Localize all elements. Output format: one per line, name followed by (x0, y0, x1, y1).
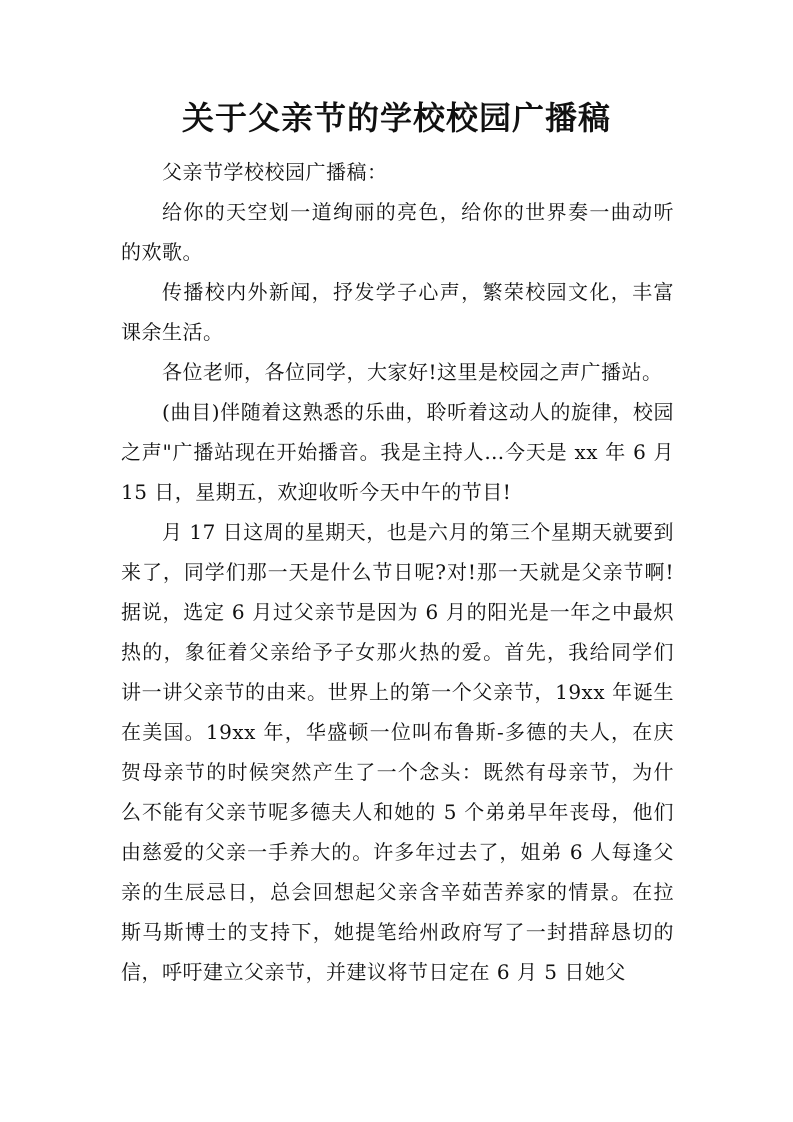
paragraph-6: 月 17 日这周的星期天，也是六月的第三个星期天就要到来了，同学们那一天是什么节日呢?对!那一天就是父亲节啊!据说，选定 6 月过父亲节是因为 6 月的阳光是一年之中最炽热的，象征着父亲给予子女那火热的爱。首先，我给同学们讲一讲父亲节的由来。世界上的第一个父亲节，19xx 年诞生在美国。19xx 年，华盛顿一位叫布鲁斯-多德的夫人，在庆贺母亲节的时候突然产生了一个念头：既然有母亲节，为什么不能有父亲节呢多德夫人和她的 5 个弟弟早年丧母，他们由慈爱的父亲一手养大的。许多年过去了，姐弟 6 人每逢父亲的生辰忌日，总会回想起父亲含辛茹苦养家的情景。在拉斯马斯博士的支持下，她提笔给州政府写了一封措辞恳切的信，呼吁建立父亲节，并建议将节日定在 6 月 5 日她父 (121, 520, 674, 984)
document-title: 关于父亲节的学校校园广播稿 (181, 99, 611, 137)
paragraph-1: 父亲节学校校园广播稿： (162, 160, 388, 184)
paragraph-5: (曲目)伴随着这熟悉的乐曲，聆听着这动人的旋律，校园之声"广播站现在开始播音。我是主持人…今天是 xx 年 6 月 15 日，星期五，欢迎收听今天中午的节目! (121, 400, 674, 504)
document-body (121, 152, 674, 992)
paragraph-3: 传播校内外新闻，抒发学子心声，繁荣校园文化，丰富课余生活。 (121, 280, 674, 344)
paragraph-4: 各位老师，各位同学，大家好!这里是校园之声广播站。 (162, 360, 663, 384)
paragraph-2: 给你的天空划一道绚丽的亮色，给你的世界奏一曲动听的欢歌。 (121, 200, 674, 264)
